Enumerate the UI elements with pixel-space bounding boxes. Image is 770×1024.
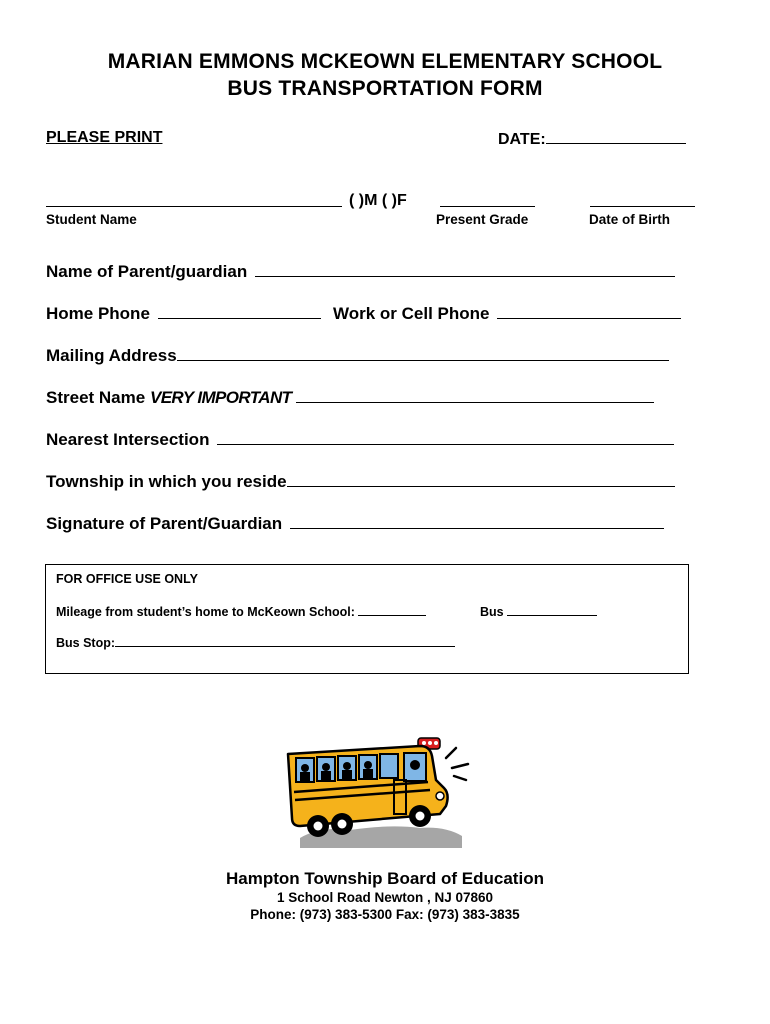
office-use-heading: FOR OFFICE USE ONLY bbox=[56, 572, 198, 586]
home-phone-field[interactable] bbox=[46, 304, 321, 324]
township-field[interactable] bbox=[46, 472, 675, 492]
office-use-box bbox=[45, 564, 689, 674]
parent-name-field[interactable] bbox=[46, 262, 675, 282]
date-blank[interactable] bbox=[546, 129, 686, 144]
township-blank[interactable] bbox=[287, 472, 675, 487]
parent-name-label: Name of Parent/guardian bbox=[46, 262, 248, 281]
mailing-address-blank[interactable] bbox=[177, 346, 669, 361]
nearest-intersection-field[interactable] bbox=[46, 430, 674, 450]
gender-selector[interactable]: ( )M ( )F bbox=[349, 192, 407, 209]
home-phone-blank[interactable] bbox=[158, 304, 321, 319]
street-name-blank[interactable] bbox=[296, 388, 654, 403]
mailing-address-label: Mailing Address bbox=[46, 346, 177, 365]
form-title-line1: MARIAN EMMONS MCKEOWN ELEMENTARY SCHOOL bbox=[107, 50, 663, 73]
street-name-label: Street Name bbox=[46, 388, 146, 407]
form-title-line2: BUS TRANSPORTATION FORM bbox=[227, 77, 543, 100]
mileage-field[interactable] bbox=[56, 604, 426, 619]
street-name-field[interactable] bbox=[46, 388, 654, 408]
student-name-blank[interactable] bbox=[46, 192, 342, 207]
very-important-note: VERY IMPORTANT bbox=[149, 388, 292, 407]
mileage-blank[interactable] bbox=[358, 604, 426, 616]
nearest-intersection-blank[interactable] bbox=[217, 430, 674, 445]
date-of-birth-blank[interactable] bbox=[590, 192, 695, 207]
please-print-label: PLEASE PRINT bbox=[46, 129, 163, 146]
home-phone-label: Home Phone bbox=[46, 304, 150, 323]
bus-stop-field[interactable] bbox=[56, 635, 455, 650]
present-grade-blank[interactable] bbox=[440, 192, 535, 207]
mileage-label: Mileage from student’s home to McKeown School: bbox=[56, 605, 355, 619]
bus-stop-blank[interactable] bbox=[115, 635, 455, 647]
school-bus-icon bbox=[280, 730, 475, 860]
bus-field[interactable] bbox=[480, 604, 597, 619]
signature-blank[interactable] bbox=[290, 514, 664, 529]
work-phone-label: Work or Cell Phone bbox=[333, 304, 490, 323]
date-of-birth-label: Date of Birth bbox=[589, 212, 670, 227]
parent-name-blank[interactable] bbox=[255, 262, 675, 277]
bus-blank[interactable] bbox=[507, 604, 597, 616]
signature-field[interactable] bbox=[46, 514, 664, 534]
mailing-address-field[interactable] bbox=[46, 346, 669, 366]
footer-phone: Phone: (973) 383-5300 Fax: (973) 383-3835 bbox=[250, 907, 520, 922]
township-label: Township in which you reside bbox=[46, 472, 287, 491]
footer-address: 1 School Road Newton , NJ 07860 bbox=[276, 890, 494, 905]
footer-org: Hampton Township Board of Education bbox=[226, 869, 544, 888]
date-label: DATE: bbox=[498, 131, 546, 148]
bus-label: Bus bbox=[480, 605, 504, 619]
work-phone-field[interactable] bbox=[333, 304, 681, 324]
date-field[interactable] bbox=[498, 129, 686, 149]
nearest-intersection-label: Nearest Intersection bbox=[46, 430, 210, 449]
bus-stop-label: Bus Stop: bbox=[56, 636, 116, 650]
work-phone-blank[interactable] bbox=[497, 304, 681, 319]
present-grade-label: Present Grade bbox=[436, 212, 529, 227]
signature-label: Signature of Parent/Guardian bbox=[46, 514, 283, 533]
student-name-label: Student Name bbox=[46, 212, 137, 227]
